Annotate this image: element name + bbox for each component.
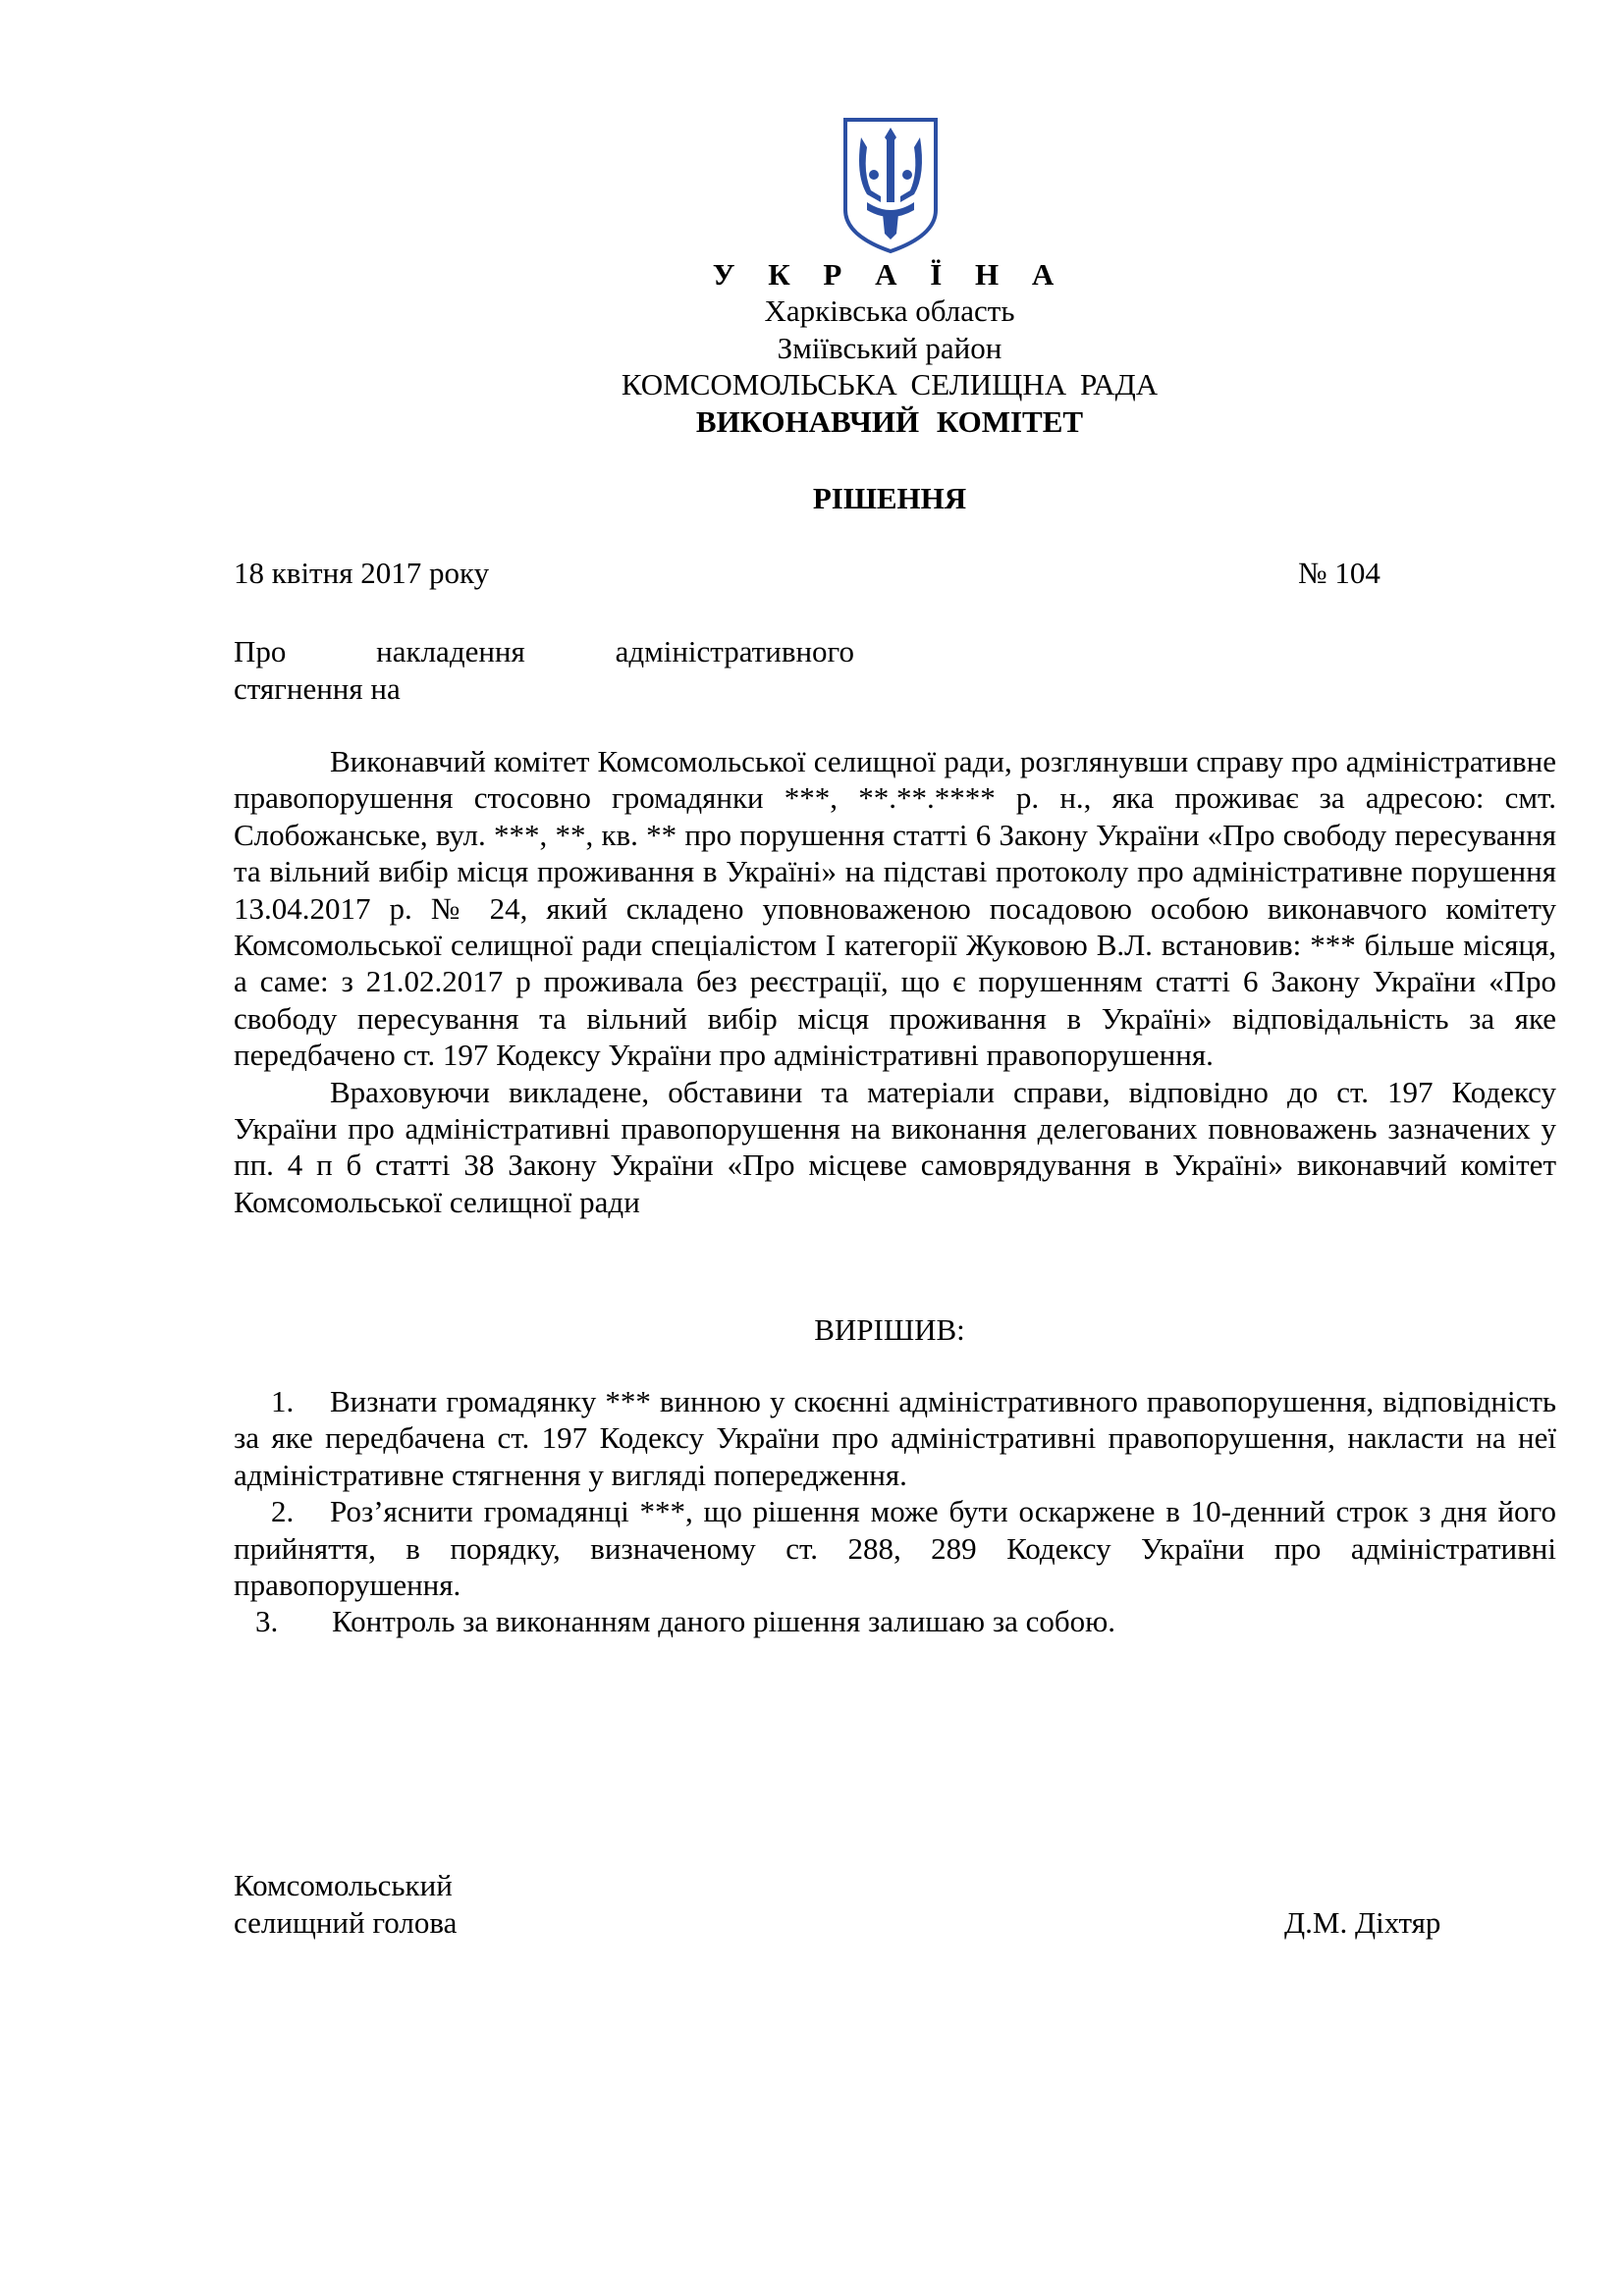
- country-heading: У К Р А Ї Н А: [712, 257, 1067, 292]
- list-item: [234, 1603, 1556, 1639]
- region-line: Харківська область: [764, 294, 1015, 328]
- list-item: [234, 1383, 1556, 1493]
- list-item-number: 2.: [271, 1494, 295, 1529]
- decided-heading: ВИРІШИВ:: [814, 1312, 965, 1347]
- list-item: [234, 1493, 1556, 1603]
- list-item-text: Роз’яснити громадянці ***, що рішення може бути оскаржене в 10-денний строк з дня його прийняття, в порядку, визначеному ст. 288, 289 Кодексу України про адміністративні правопорушення.: [234, 1494, 1556, 1603]
- signatory-position: [234, 1867, 457, 1942]
- subject-line-1: Про накладення адміністративного: [234, 634, 854, 668]
- decision-number: № 104: [1298, 556, 1380, 590]
- council-line: КОМСОМОЛЬСЬКА СЕЛИЩНА РАДА: [621, 367, 1159, 401]
- signatory-name: Д.М. Діхтяр: [1284, 1905, 1441, 1940]
- district-line: Зміївський район: [777, 331, 1002, 365]
- document-type-heading: РІШЕННЯ: [812, 481, 967, 515]
- list-item-text: Контроль за виконанням даного рішення залишаю за собою.: [332, 1604, 1116, 1639]
- committee-line: ВИКОНАВЧИЙ КОМІТЕТ: [695, 404, 1084, 439]
- decision-subject: [234, 633, 854, 708]
- list-item-text: Визнати громадянку *** винною у скоєнні адміністративного правопорушення, відповідність за яке передбачена ст. 197 Кодексу України про адміністративні правопорушення, накласти на неї адміністративне стягнення у вигляді попередження.: [234, 1384, 1556, 1492]
- list-item-number: 1.: [271, 1384, 295, 1418]
- body-paragraph: Виконавчий комітет Комсомольської селищної ради, розглянувши справу про адміністративне правопорушення стосовно громадянки ***, **.**.**** р. н., яка проживає за адресою: смт. Слобожанське, вул. ***, **, кв. ** про порушення статті 6 Закону України «Про свободу пересування та вільний вибір місця проживання в Україні» на підставі протоколу про адміністративне порушення 13.04.2017 р. № 24, який складено уповноваженою посадовою особою виконавчого комітету Комсомольської селищної ради спеціалістом І категорії Жуковою В.Л. встановив: *** більше місяця, а саме: з 21.02.2017 р проживала без реєстрації, що є порушенням статті 6 Закону України «Про свободу пересування та вільний вибір місця проживання в Україні» відповідальність за яке передбачено ст. 197 Кодексу України про адміністративні правопорушення.: [234, 744, 1556, 1073]
- list-item-number: 3.: [255, 1604, 279, 1639]
- body-paragraph: Враховуючи викладене, обставини та матеріали справи, відповідно до ст. 197 Кодексу України про адміністративні правопорушення на виконання делегованих повноважень зазначених у пп. 4 п б статті 38 Закону України «Про місцеве самоврядування в Україні» виконавчий комітет Комсомольської селищної ради: [234, 1074, 1556, 1219]
- trident-coat-of-arms-icon: [841, 116, 940, 253]
- signatory-position-line-1: Комсомольський: [234, 1868, 453, 1902]
- decision-body: [234, 743, 1556, 1220]
- decision-date: 18 квітня 2017 року: [234, 556, 490, 590]
- signatory-position-line-2: селищний голова: [234, 1905, 458, 1940]
- decision-items-list: [234, 1383, 1556, 1640]
- subject-line-2: стягнення на: [234, 671, 401, 706]
